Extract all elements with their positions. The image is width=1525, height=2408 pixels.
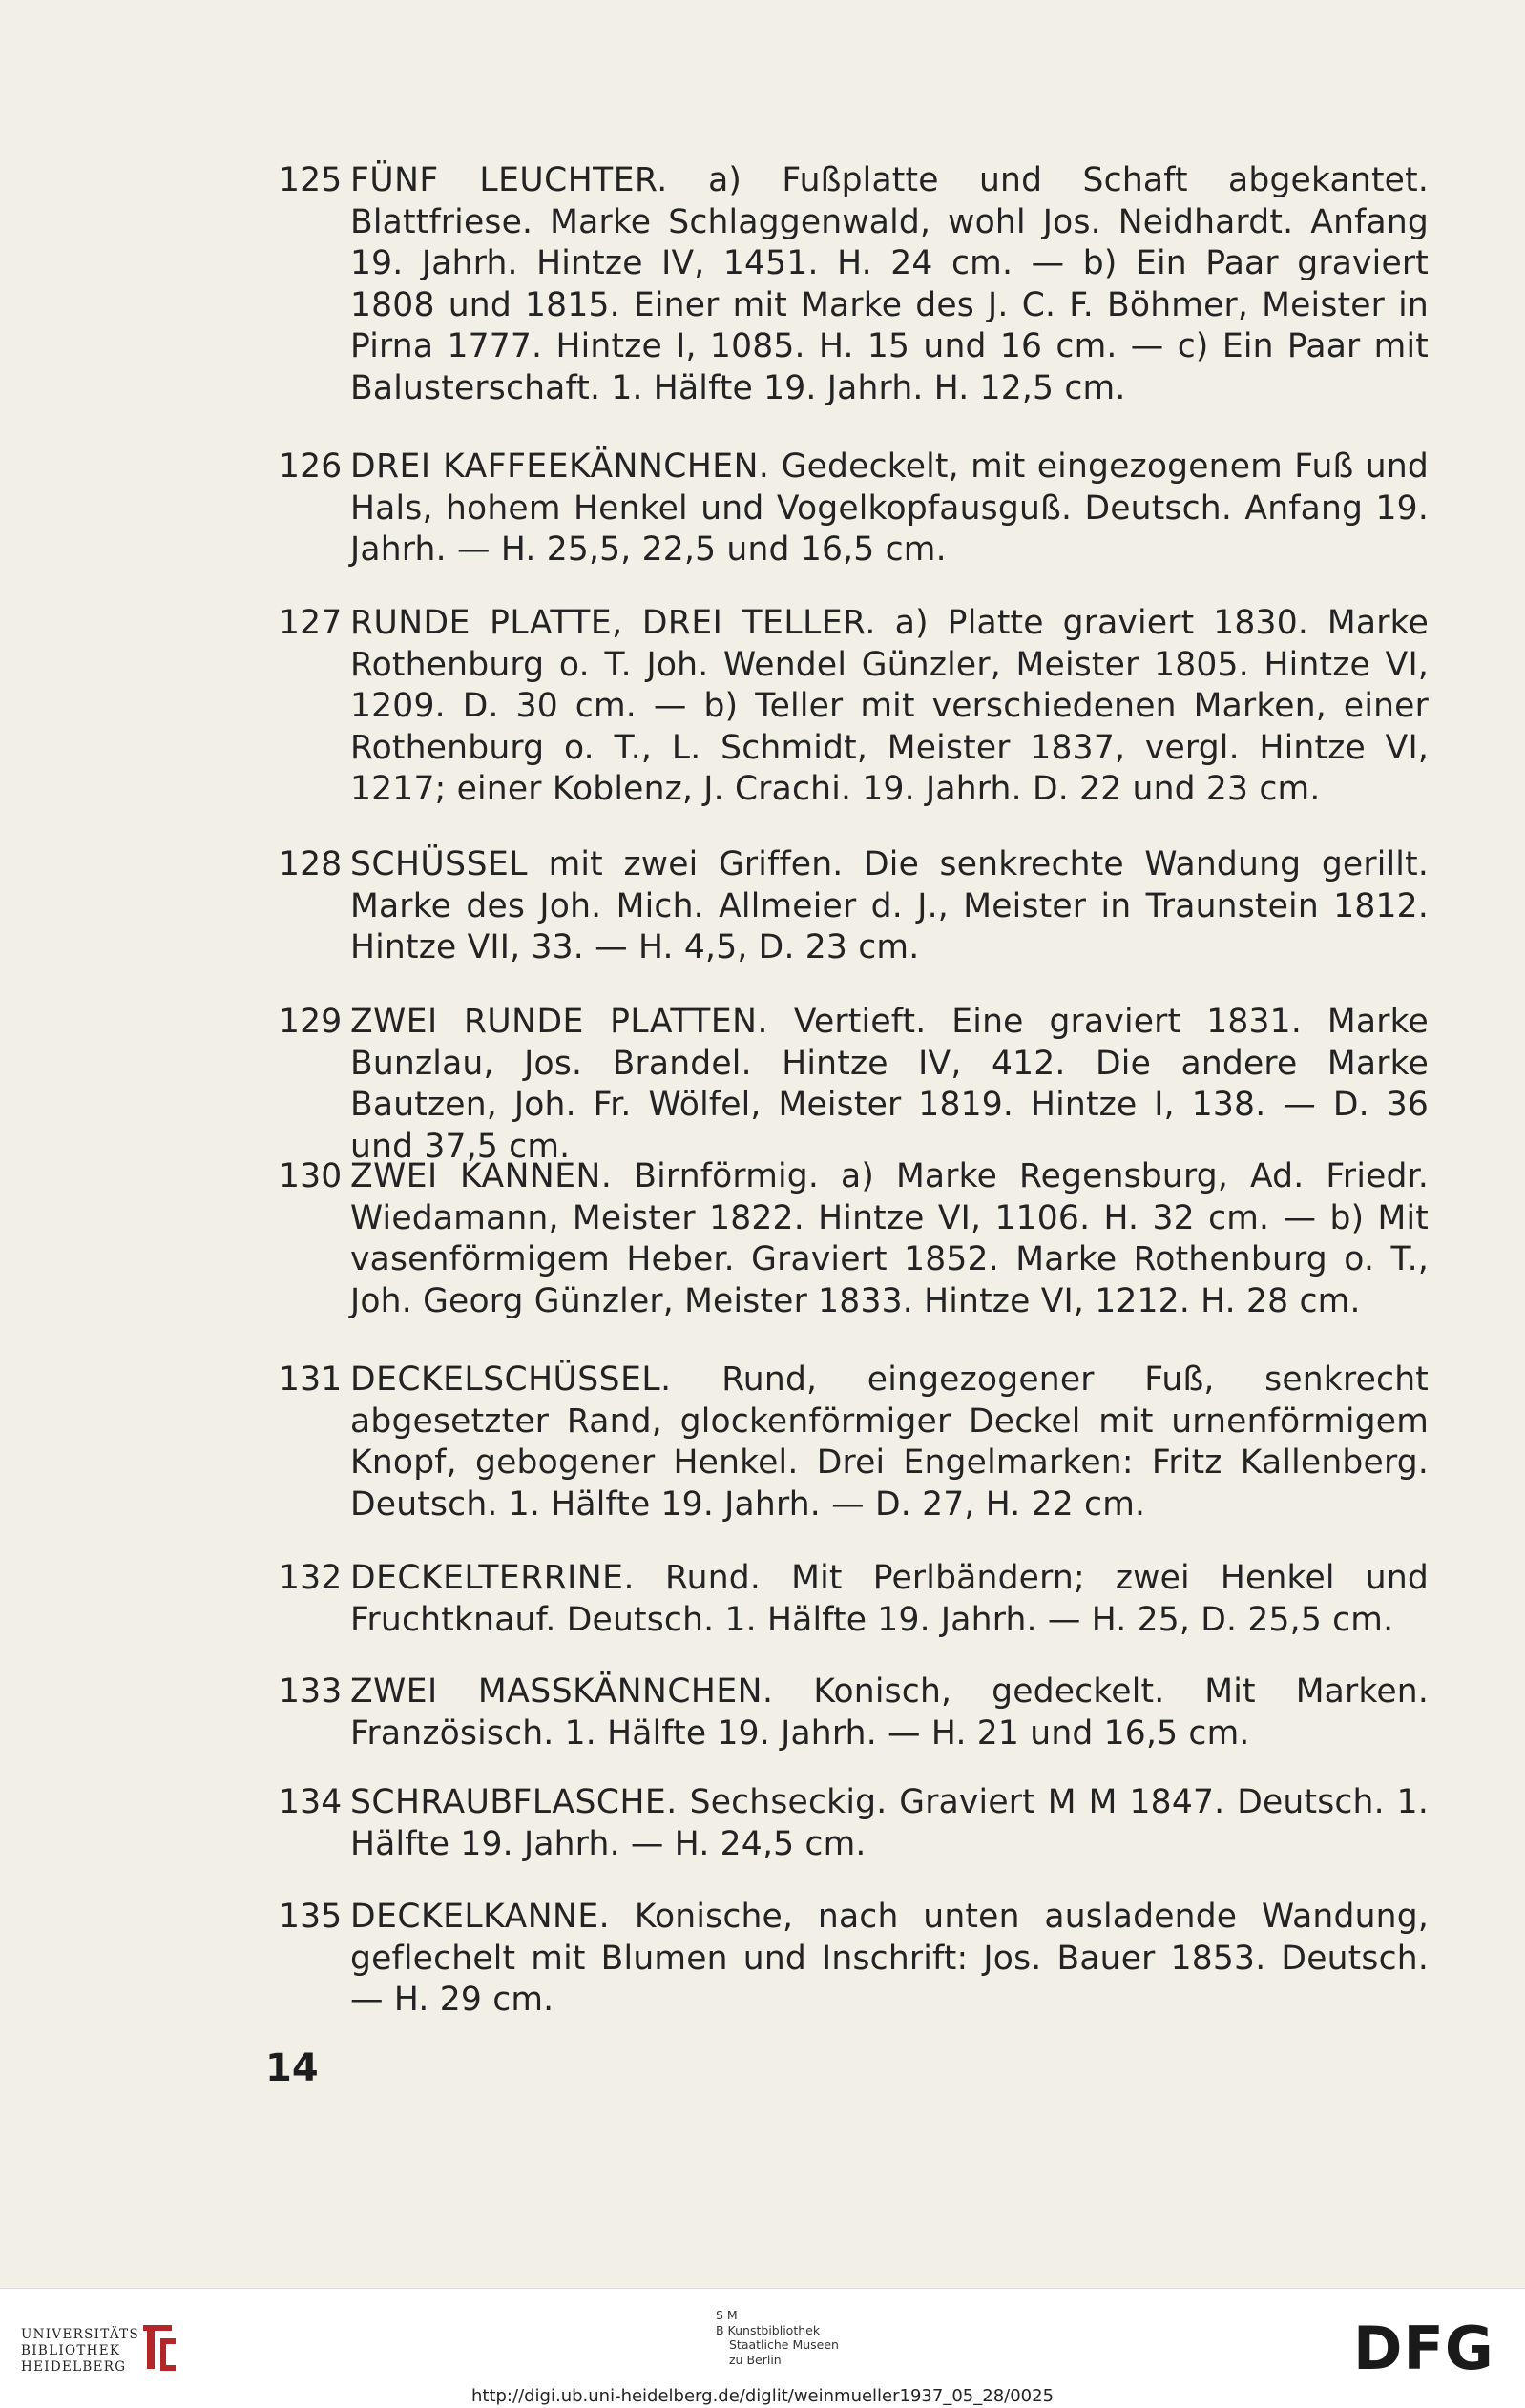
catalog-entry-135 — [279, 1897, 1429, 2022]
lot-title: FÜNF LEUCHTER. — [350, 161, 668, 199]
lot-description: Konische, nach unten ausladende Wandung, geflechelt mit Blumen und Inschrift: Jos. Bauer 1853. Deutsch. — H. 29 cm. — [350, 1898, 1429, 2019]
catalog-entry-132 — [279, 1558, 1429, 1641]
lot-description: Vertieft. Eine graviert 1831. Marke Bunzlau, Jos. Brandel. Hintze IV, 412. Die andere Marke Bautzen, Joh. Fr. Wölfel, Meister 1819. Hintze I, 138. — D. 36 und 37,5 cm. — [350, 1003, 1429, 1166]
lot-title: ZWEI KANNEN. — [350, 1157, 613, 1195]
catalog-entry-134 — [279, 1782, 1429, 1865]
permalink-url[interactable]: http://digi.ub.uni-heidelberg.de/diglit/weinmueller1937_05_28/0025 — [470, 2386, 1055, 2406]
catalog-entry-133 — [279, 1671, 1429, 1754]
lot-title: DREI KAFFEEKÄNNCHEN. — [350, 447, 770, 486]
lot-title: RUNDE PLATTE, DREI TELLER. — [350, 604, 876, 642]
lot-description: Birnförmig. a) Marke Regensburg, Ad. Friedr. Wiedamann, Meister 1822. Hintze VI, 1106. H. 32 cm. — b) Mit vasenförmigem Heber. Graviert 1852. Marke Rothenburg o. T., Joh. Georg Günzler, Meister 1833. Hintze VI, 1212. H. 28 cm. — [350, 1157, 1430, 1320]
catalog-entry-129 — [279, 1002, 1429, 1168]
library-name-line: BIBLIOTHEK — [21, 2343, 121, 2358]
kunstbibliothek-line: zu Berlin — [729, 2352, 782, 2367]
lot-number: 129 — [279, 1003, 343, 1041]
library-name-line: HEIDELBERG — [21, 2359, 127, 2375]
library-emblem-icon — [134, 2317, 183, 2377]
catalog-entry-131 — [279, 1360, 1429, 1526]
lot-number: 132 — [279, 1559, 343, 1597]
lot-description: a) Platte graviert 1830. Marke Rothenburg o. T. Joh. Wendel Günzler, Meister 1805. Hintze VI, 1209. D. 30 cm. — b) Teller mit verschiedenen Marken, einer Rothenburg o. T., L. Schmidt, Meister 1837, vergl. Hintze VI, 1217; einer Koblenz, J. Crachi. 19. Jahrh. D. 22 und 23 cm. — [350, 604, 1429, 808]
lot-number: 135 — [279, 1898, 343, 1936]
lot-number: 125 — [279, 161, 343, 199]
lot-description: mit zwei Griffen. Die senkrechte Wandung gerillt. Marke des Joh. Mich. Allmeier d. J., Meister in Traunstein 1812. Hintze VII, 33. — H. 4,5, D. 23 cm. — [350, 845, 1429, 966]
lot-title: DECKELSCHÜSSEL. — [350, 1360, 672, 1399]
lot-title: DECKELKANNE. — [350, 1898, 611, 1936]
dfg-logo[interactable]: DFG — [1353, 2314, 1494, 2383]
lot-description: Rund, eingezogener Fuß, senkrecht abgesetzter Rand, glockenförmiger Deckel mit urnenförmigem Knopf, gebogener Henkel. Drei Engelmarken: Fritz Kallenberg. Deutsch. 1. Hälfte 19. Jahrh. — D. 27, H. 22 cm. — [350, 1360, 1430, 1524]
lot-title: SCHÜSSEL — [350, 845, 529, 883]
library-name-line: UNIVERSITÄTS- — [21, 2327, 146, 2342]
sm-mark: S M — [716, 2308, 738, 2322]
lot-description: Gedeckelt, mit eingezogenem Fuß und Hals, hohem Henkel und Vogelkopfausguß. Deutsch. Anfang 19. Jahrh. — H. 25,5, 22,5 und 16,5 cm. — [350, 447, 1429, 569]
catalog-entry-125 — [279, 160, 1429, 409]
lot-description: a) Fußplatte und Schaft abgekantet. Blattfriese. Marke Schlaggenwald, wohl Jos. Neidhardt. Anfang 19. Jahrh. Hintze IV, 1451. H. 24 cm. — b) Ein Paar graviert 1808 und 1815. Einer mit Marke des J. C. F. Böhmer, Meister in Pirna 1777. Hintze I, 1085. H. 15 und 16 cm. — c) Ein Paar mit Balusterschaft. 1. Hälfte 19. Jahrh. H. 12,5 cm. — [350, 161, 1429, 407]
catalog-entry-127 — [279, 603, 1429, 811]
lot-number: 130 — [279, 1157, 343, 1195]
kunstbibliothek-line: Staatliche Museen — [729, 2337, 839, 2352]
lot-title: ZWEI MASSKÄNNCHEN. — [350, 1672, 774, 1711]
lot-title: SCHRAUBFLASCHE. — [350, 1783, 678, 1821]
lot-number: 134 — [279, 1783, 343, 1821]
lot-title: DECKELTERRINE. — [350, 1559, 635, 1597]
lot-description: Rund. Mit Perlbändern; zwei Henkel und Fruchtknauf. Deutsch. 1. Hälfte 19. Jahrh. — H. 25, D. 25,5 cm. — [350, 1559, 1429, 1639]
lot-number: 127 — [279, 604, 343, 642]
heidelberg-library-logo[interactable] — [21, 2327, 145, 2376]
lot-number: 133 — [279, 1672, 343, 1711]
lot-number: 131 — [279, 1360, 343, 1399]
catalog-entry-126 — [279, 446, 1429, 571]
lot-description: Konisch, gedeckelt. Mit Marken. Französisch. 1. Hälfte 19. Jahrh. — H. 21 und 16,5 cm. — [350, 1672, 1429, 1753]
footer-bar — [0, 2288, 1525, 2408]
catalog-entry-130 — [279, 1156, 1429, 1322]
lot-description: Sechseckig. Graviert M M 1847. Deutsch. 1. Hälfte 19. Jahrh. — H. 24,5 cm. — [350, 1783, 1429, 1863]
page-number: 14 — [265, 2046, 319, 2090]
kunstbibliothek-logo[interactable] — [716, 2308, 839, 2367]
lot-number: 126 — [279, 447, 343, 486]
lot-number: 128 — [279, 845, 343, 883]
catalog-entry-128 — [279, 844, 1429, 969]
lot-title: ZWEI RUNDE PLATTEN. — [350, 1003, 768, 1041]
kunstbibliothek-line: B Kunstbibliothek — [716, 2322, 821, 2337]
